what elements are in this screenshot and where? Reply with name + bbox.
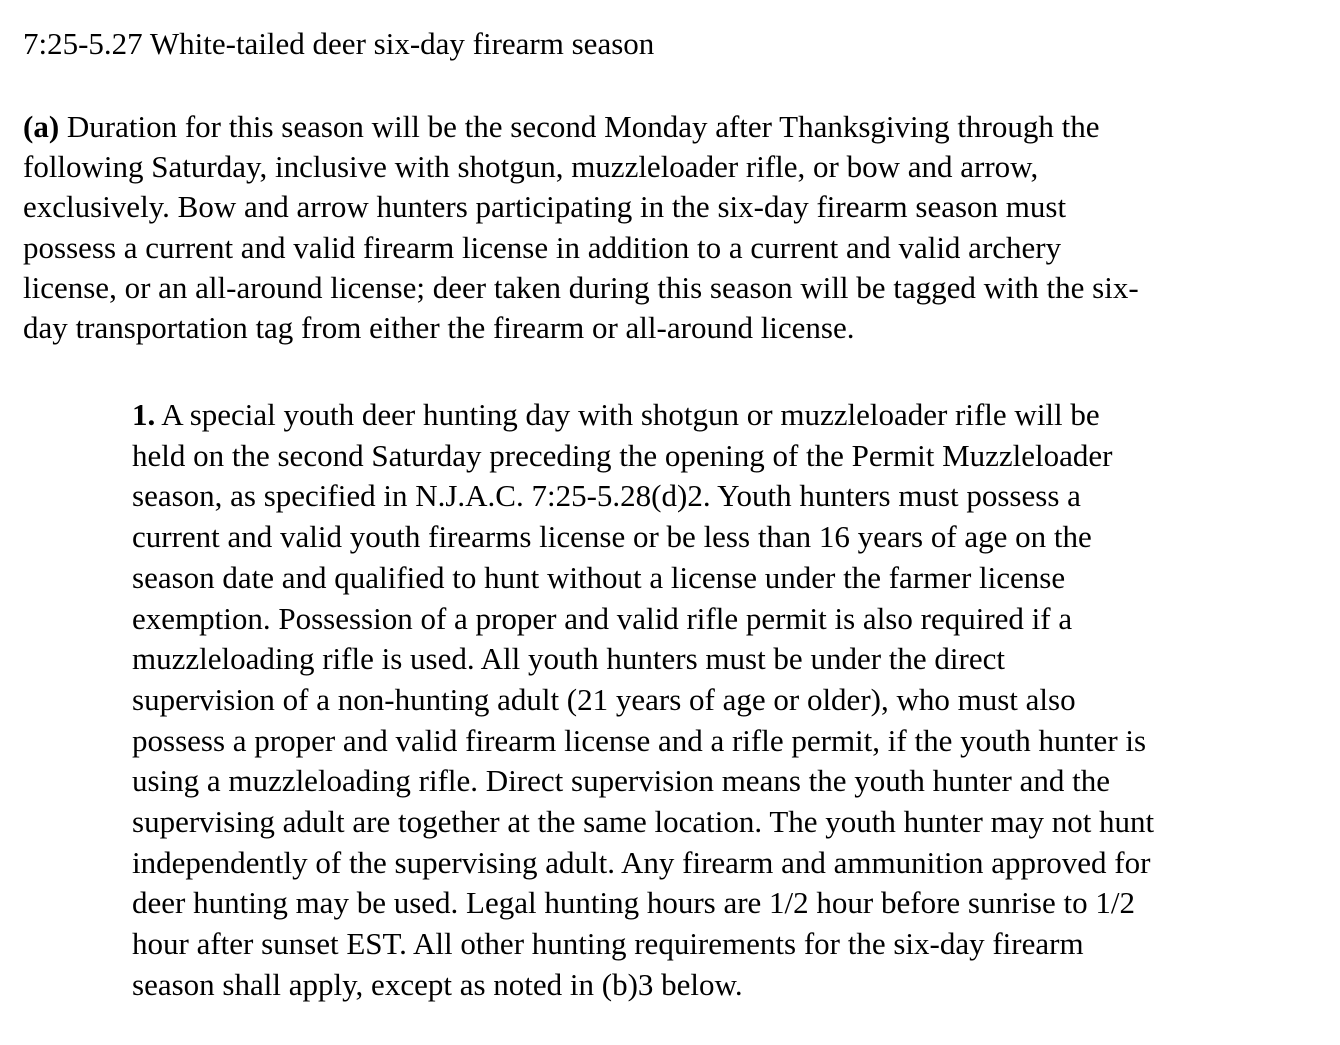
paragraph-1-line: muzzleloading rifle is used. All youth hunters must be under the direct [132, 641, 1005, 677]
paragraph-1-line: deer hunting may be used. Legal hunting hours are 1/2 hour before sunrise to 1/2 [132, 885, 1135, 921]
paragraph-1-line: hour after sunset EST. All other hunting requirements for the six-day firearm [132, 926, 1084, 962]
paragraph-1-line [132, 395, 1320, 436]
paragraph-1-line: supervising adult are together at the same location. The youth hunter may not hunt [132, 804, 1155, 840]
paragraph-1-line-text: A special youth deer hunting day with shotgun or muzzleloader rifle will be [155, 397, 1100, 432]
paragraph-1-line: season shall apply, except as noted in (b)3 below. [132, 966, 743, 1002]
paragraph-a-line [23, 107, 1318, 147]
paragraph-a-line: exclusively. Bow and arrow hunters participating in the six-day firearm season must [23, 189, 1067, 225]
paragraph-1-line: supervision of a non-hunting adult (21 years of age or older), who must also [132, 681, 1076, 717]
paragraph-a-marker: (a) [23, 109, 60, 144]
paragraph-1 [132, 395, 1320, 1006]
paragraph-1-line: current and valid youth firearms license or be less than 16 years of age on the [132, 519, 1092, 555]
paragraph-1-line: independently of the supervising adult. Any firearm and ammunition approved for [132, 844, 1151, 880]
paragraph-a-line: day transportation tag from either the firearm or all-around license. [23, 310, 855, 346]
section-title: 7:25-5.27 White-tailed deer six-day firearm season [23, 26, 655, 61]
paragraph-a-line: possess a current and valid firearm license in addition to a current and valid archery [23, 229, 1062, 265]
paragraph-1-line: possess a proper and valid firearm license and a rifle permit, if the youth hunter is [132, 722, 1147, 758]
paragraph-1-line: season, as specified in N.J.A.C. 7:25-5.28(d)2. Youth hunters must possess a [132, 478, 1081, 514]
paragraph-1-marker: 1. [132, 397, 156, 432]
paragraph-1-line: exemption. Possession of a proper and valid rifle permit is also required if a [132, 600, 1073, 636]
paragraph-a-line: license, or an all-around license; deer taken during this season will be tagged with the six- [23, 269, 1139, 305]
paragraph-1-line: held on the second Saturday preceding the opening of the Permit Muzzleloader [132, 437, 1113, 473]
paragraph-a [23, 107, 1318, 348]
paragraph-1-line: season date and qualified to hunt without a license under the farmer license [132, 559, 1066, 595]
paragraph-1-line: using a muzzleloading rifle. Direct supervision means the youth hunter and the [132, 763, 1110, 799]
paragraph-a-line-text: Duration for this season will be the second Monday after Thanksgiving through the [59, 109, 1100, 144]
paragraph-a-line: following Saturday, inclusive with shotgun, muzzleloader rifle, or bow and arrow, [23, 149, 1039, 185]
